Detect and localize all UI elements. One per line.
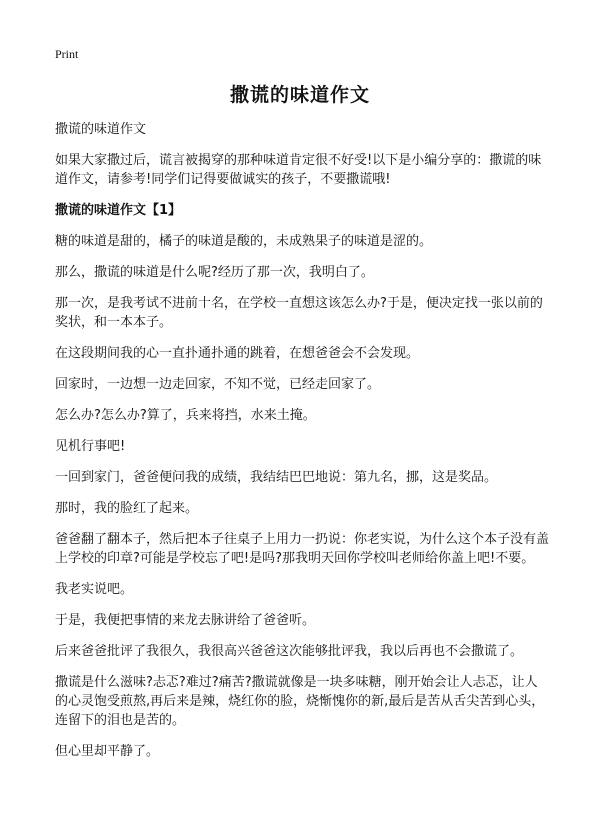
paragraph: 那时，我的脸红了起来。 <box>55 501 199 516</box>
section-heading: 撒谎的味道作文【1】 <box>55 203 182 218</box>
paragraph: 见机行事吧! <box>55 439 126 454</box>
paragraph: 糖的味道是甜的，橘子的味道是酸的，未成熟果子的味道是涩的。 <box>55 234 433 249</box>
intro-paragraph: 如果大家撒过后，谎言被揭穿的那种味道肯定很不好受!以下是小编分享的：撒谎的味道作文，请参考!同学们记得要做诚实的孩子，不要撒谎哦! <box>55 153 542 187</box>
paragraph: 但心里却平静了。 <box>55 744 160 759</box>
paragraph: 我老实说吧。 <box>55 582 134 597</box>
paragraph: 后来爸爸批评了我很久，我很高兴爸爸这次能够批评我，我以后再也不会撒谎了。 <box>55 644 524 659</box>
paragraph: 怎么办?怎么办?算了，兵来将挡，水来土掩。 <box>55 408 316 423</box>
paragraph: 爸爸翻了翻本子，然后把本子往桌子上用力一扔说：你老实说，为什么这个本子没有盖上学校的印章?可能是学校忘了吧!是吗?那我明天回你学校叫老师给你盖上吧!不要。 <box>55 532 550 566</box>
paragraph: 那一次，是我考试不进前十名，在学校一直想这该怎么办?于是，便决定找一张以前的奖状，和一本本子。 <box>55 296 543 330</box>
paragraph: 回家时，一边想一边走回家，不知不觉，已经走回家了。 <box>55 377 381 392</box>
paragraph: 于是，我便把事情的来龙去脉讲给了爸爸听。 <box>55 613 316 628</box>
paragraph: 撒谎是什么滋味?忐忑?难过?痛苦?撒谎就像是一块多味糖，刚开始会让人忐忑，让人的心灵饱受煎熬,再后来是辣，烧红你的脸，烧惭愧你的新,最后是苦从舌尖苦到心头，连留下的泪也是苦的。 <box>55 675 545 728</box>
paragraph: 一回到家门，爸爸便问我的成绩，我结结巴巴地说：第九名，挪，这是奖品。 <box>55 470 498 485</box>
article-subtitle: 撒谎的味道作文 <box>55 122 147 137</box>
paragraph: 在这段期间我的心一直扑通扑通的跳着，在想爸爸会不会发现。 <box>55 346 420 361</box>
paragraph: 那么，撒谎的味道是什么呢?经历了那一次，我明白了。 <box>55 265 374 280</box>
page-title: 撒谎的味道作文 <box>229 84 370 106</box>
article-body <box>55 120 550 773</box>
print-link[interactable]: Print <box>55 47 79 61</box>
